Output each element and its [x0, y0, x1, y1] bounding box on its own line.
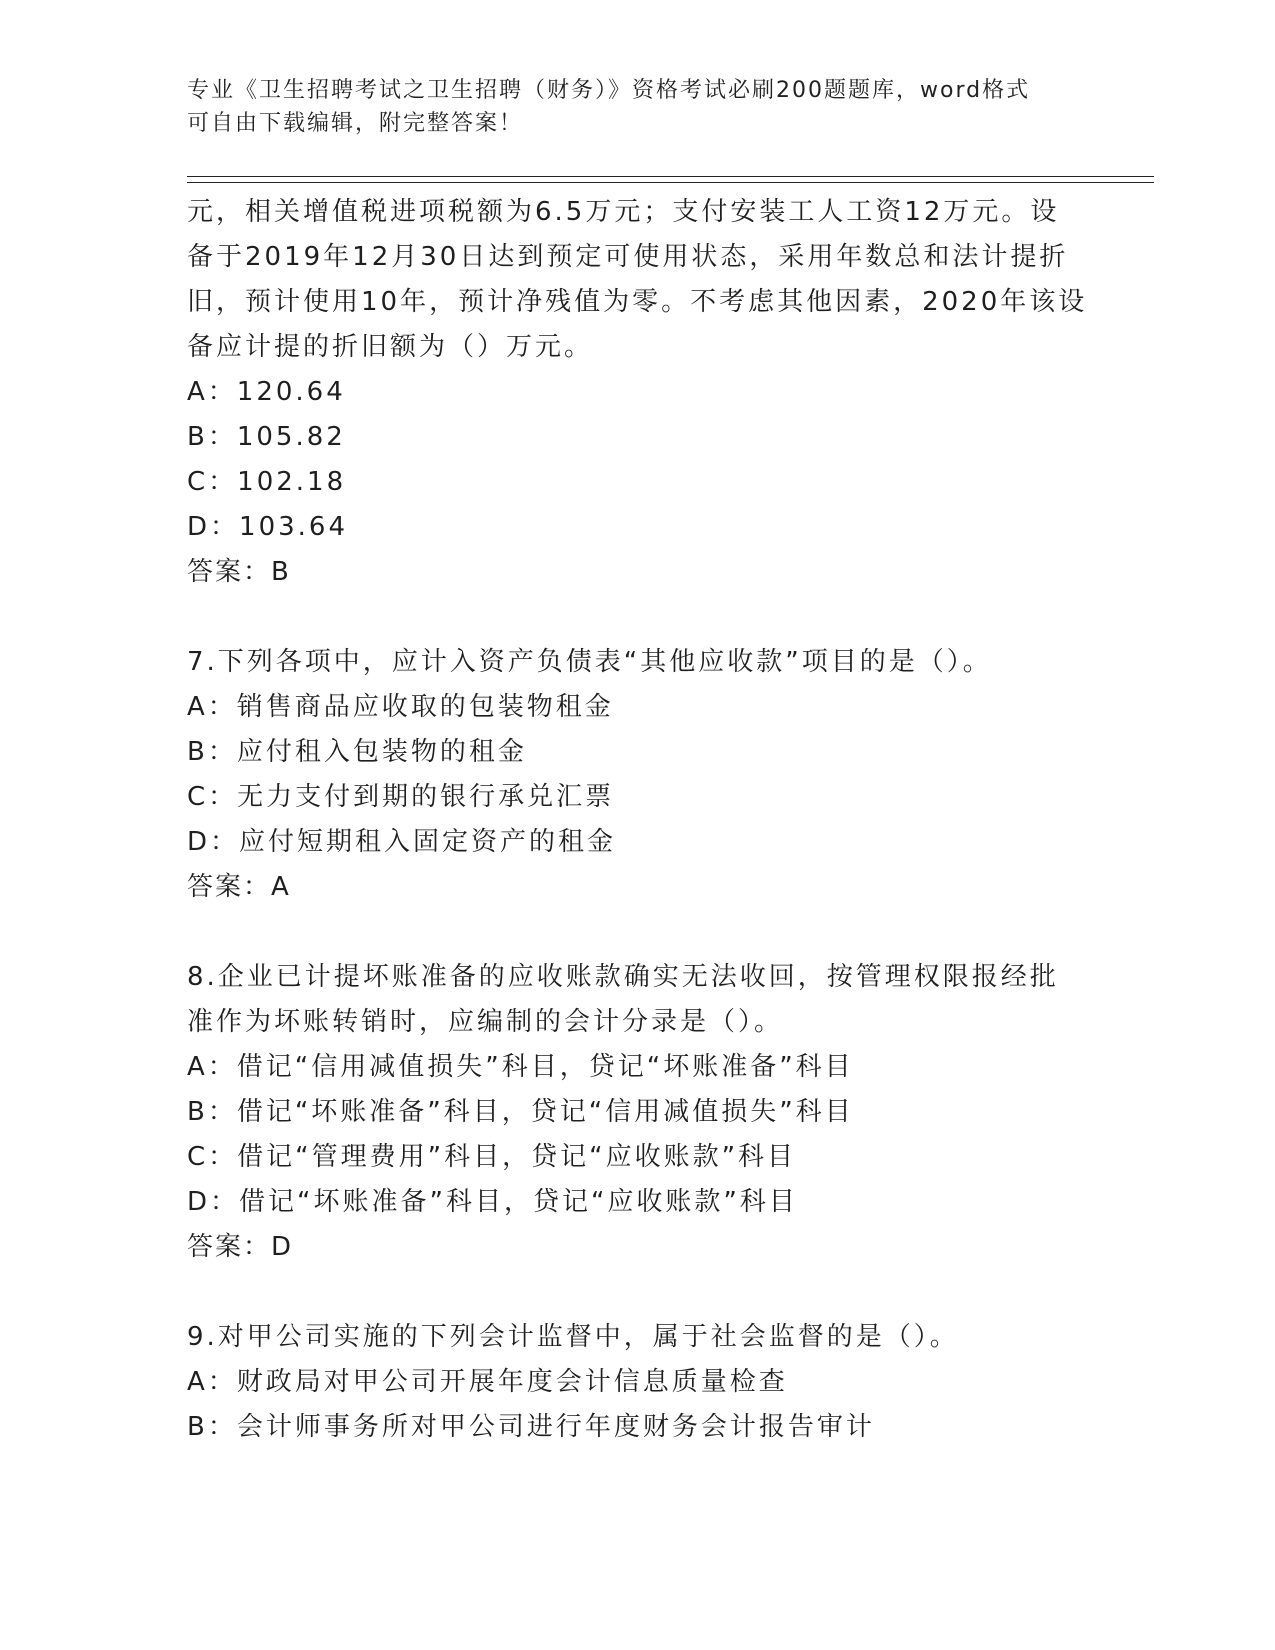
option-d: D：借记“坏账准备”科目，贷记“应收账款”科目: [187, 1187, 798, 1217]
question-9: [187, 1315, 1087, 1450]
option-c: C：102.18: [187, 467, 347, 497]
option-d: D：103.64: [187, 512, 348, 542]
option-a: A：借记“信用减值损失”科目，贷记“坏账准备”科目: [187, 1052, 854, 1082]
option-a: A：财政局对甲公司开展年度会计信息质量检查: [187, 1367, 788, 1397]
header-title-line-1: 专业《卫生招聘考试之卫生招聘（财务）》资格考试必刷200题题库，word格式: [187, 78, 1031, 103]
option-b: B：会计师事务所对甲公司进行年度财务会计报告审计: [187, 1412, 875, 1442]
answer-key: 答案：B: [187, 557, 291, 587]
header-title-line-2: 可自由下载编辑，附完整答案！: [187, 111, 524, 136]
question-text-line: 7.下列各项中，应计入资产负债表“其他应收款”项目的是（）。: [187, 647, 992, 677]
question-spacer: [187, 595, 1087, 640]
option-c: C：借记“管理费用”科目，贷记“应收账款”科目: [187, 1142, 797, 1172]
option-c: C：无力支付到期的银行承兑汇票: [187, 782, 615, 812]
option-b: B：105.82: [187, 422, 346, 452]
question-continued: [187, 190, 1087, 595]
option-a: A：120.64: [187, 377, 346, 407]
option-a: A：销售商品应收取的包装物租金: [187, 692, 614, 722]
question-body: [187, 190, 1087, 1450]
question-text-line: 9.对甲公司实施的下列会计监督中，属于社会监督的是（）。: [187, 1322, 959, 1352]
answer-key: 答案：D: [187, 1232, 294, 1262]
question-text-line: 备于2019年12月30日达到预定可使用状态，采用年数总和法计提折: [187, 242, 1069, 272]
option-b: B：应付租入包装物的租金: [187, 737, 527, 767]
question-text-line: 8.企业已计提坏账准备的应收账款确实无法收回，按管理权限报经批: [187, 962, 1059, 992]
question-text-line: 备应计提的折旧额为（）万元。: [187, 332, 594, 362]
header-divider: [187, 176, 1154, 183]
option-b: B：借记“坏账准备”科目，贷记“信用减值损失”科目: [187, 1097, 854, 1127]
question-text-line: 准作为坏账转销时，应编制的会计分录是（）。: [187, 1007, 784, 1037]
answer-key: 答案：A: [187, 872, 291, 902]
question-7: [187, 640, 1087, 910]
question-8: [187, 955, 1087, 1270]
document-header: [187, 74, 1087, 140]
option-d: D：应付短期租入固定资产的租金: [187, 827, 617, 857]
question-spacer: [187, 910, 1087, 955]
question-text-line: 旧，预计使用10年，预计净残值为零。不考虑其他因素，2020年该设: [187, 287, 1088, 317]
question-spacer: [187, 1270, 1087, 1315]
question-text-line: 元，相关增值税进项税额为6.5万元；支付安装工人工资12万元。设: [187, 197, 1060, 227]
